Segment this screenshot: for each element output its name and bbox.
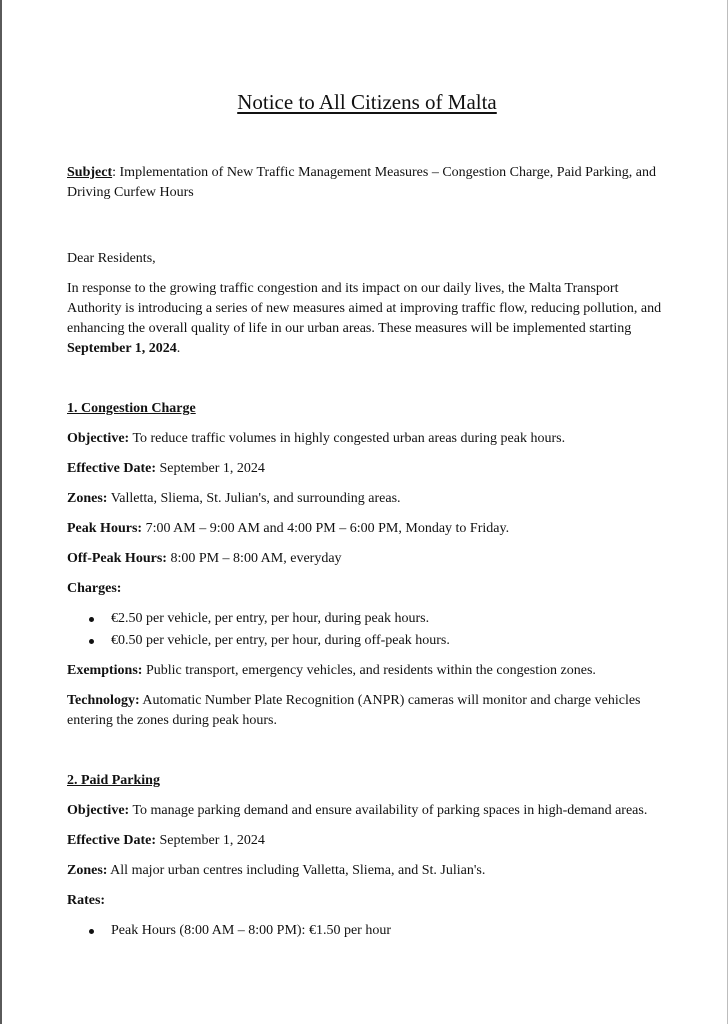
field-value: To manage parking demand and ensure availability of parking spaces in high-demand areas. <box>129 803 648 818</box>
field-value: Public transport, emergency vehicles, and residents within the congestion zones. <box>142 663 596 678</box>
field-label: Objective: <box>67 803 130 818</box>
list-item <box>67 631 667 651</box>
page-title: Notice to All Citizens of Malta <box>237 90 497 114</box>
congestion-objective <box>67 429 667 449</box>
field-label: Effective Date: <box>67 833 157 848</box>
field-label: Rates: <box>67 893 106 908</box>
congestion-peak-hours <box>67 519 667 539</box>
section-heading-congestion-charge: 1. Congestion Charge <box>67 401 196 416</box>
bullet-icon <box>89 929 94 934</box>
field-value: Automatic Number Plate Recognition (ANPR) cameras will monitor and charge vehicles entering the zones during peak hours. <box>67 693 641 728</box>
field-value: All major urban centres including Valletta, Sliema, and St. Julian's. <box>107 863 486 878</box>
congestion-off-peak-hours <box>67 549 667 569</box>
intro-paragraph <box>67 279 667 359</box>
list-item <box>67 609 667 629</box>
intro-text: In response to the growing traffic congestion and its impact on our daily lives, the Malta Transport Authority is introducing a series of new measures aimed at improving traffic flow, reducing pollution, and enhancing the overall quality of life in our urban areas. These measures will be implemented starting <box>67 281 662 336</box>
field-value: 8:00 PM – 8:00 AM, everyday <box>166 551 342 566</box>
field-label: Effective Date: <box>67 461 157 476</box>
list-item-text: Peak Hours (8:00 AM – 8:00 PM): €1.50 per hour <box>111 923 391 938</box>
subject-text: Implementation of New Traffic Management Measures – Congestion Charge, Paid Parking, and Driving Curfew Hours <box>67 165 656 200</box>
field-value: September 1, 2024 <box>156 833 265 848</box>
page-edge <box>0 0 2 1024</box>
parking-objective <box>67 801 667 821</box>
field-label: Zones: <box>67 491 108 506</box>
parking-zones <box>67 861 667 881</box>
list-item <box>67 921 667 941</box>
field-label: Charges: <box>67 581 122 596</box>
subject-colon: : <box>112 165 117 180</box>
congestion-zones <box>67 489 667 509</box>
field-label: Peak Hours: <box>67 521 143 536</box>
section-spacer <box>67 741 667 771</box>
subject-label: Subject <box>67 165 113 180</box>
list-item-text: €2.50 per vehicle, per entry, per hour, during peak hours. <box>111 611 430 626</box>
congestion-technology <box>67 691 667 731</box>
bullet-icon <box>89 617 94 622</box>
parking-rates-label <box>67 891 667 911</box>
field-label: Zones: <box>67 863 108 878</box>
field-label: Exemptions: <box>67 663 143 678</box>
field-label: Objective: <box>67 431 130 446</box>
field-label: Technology: <box>67 693 140 708</box>
intro-end: . <box>176 341 181 356</box>
list-item-text: €0.50 per vehicle, per entry, per hour, during off-peak hours. <box>111 633 450 648</box>
congestion-charges-label <box>67 579 667 599</box>
charges-list <box>67 609 667 651</box>
field-value: To reduce traffic volumes in highly congested urban areas during peak hours. <box>129 431 566 446</box>
parking-effective-date <box>67 831 667 851</box>
intro-date: September 1, 2024 <box>67 341 177 356</box>
document-body <box>67 88 667 951</box>
field-label: Off-Peak Hours: <box>67 551 167 566</box>
subject-line <box>67 163 667 203</box>
bullet-icon <box>89 639 94 644</box>
rates-list <box>67 921 667 941</box>
field-value: September 1, 2024 <box>156 461 265 476</box>
section-heading-paid-parking: 2. Paid Parking <box>67 773 160 788</box>
greeting: Dear Residents, <box>67 251 156 266</box>
congestion-effective-date <box>67 459 667 479</box>
field-value: Valletta, Sliema, St. Julian's, and surrounding areas. <box>107 491 401 506</box>
congestion-exemptions <box>67 661 667 681</box>
field-value: 7:00 AM – 9:00 AM and 4:00 PM – 6:00 PM, Monday to Friday. <box>142 521 510 536</box>
